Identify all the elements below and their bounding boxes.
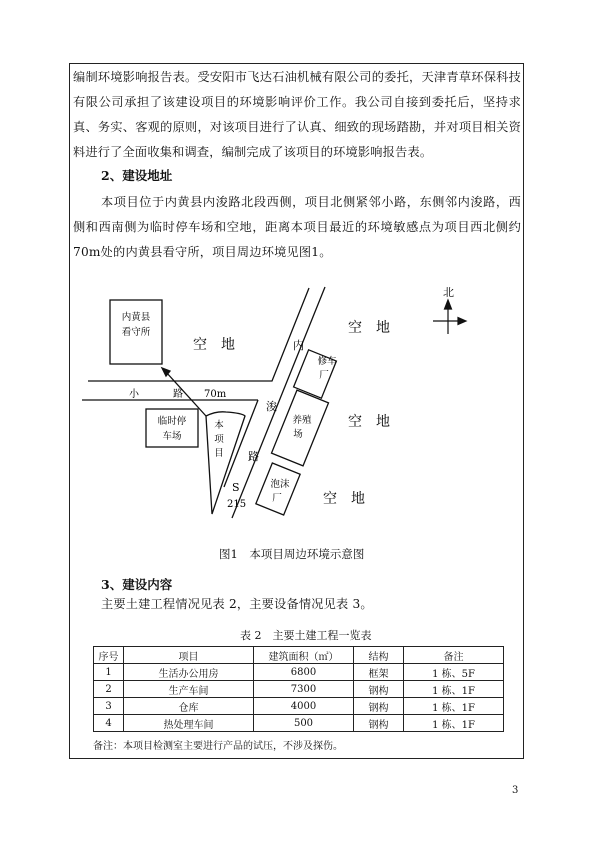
table-row xyxy=(94,715,504,732)
table-cell: 钢构 xyxy=(354,715,404,732)
table-cell: 7300 xyxy=(254,681,354,698)
north-label: 北 xyxy=(443,286,454,299)
header-cell: 建筑面积（㎡） xyxy=(254,647,354,664)
parking-label-2: 车场 xyxy=(162,431,182,442)
farm-label-2: 场 xyxy=(293,429,303,440)
parking-label-1: 临时停 xyxy=(157,416,187,427)
section-heading-site: 2、建设地址 xyxy=(101,168,173,183)
road-code-1: S xyxy=(232,481,240,494)
empty-land-nw: 空 地 xyxy=(193,337,235,353)
table-cell: 生活办公用房 xyxy=(124,664,254,681)
table-row xyxy=(94,681,504,698)
table-note: 备注：本项目检测室主要进行产品的试压，不涉及探伤。 xyxy=(93,741,343,752)
empty-land-ne: 空 地 xyxy=(348,320,390,336)
construction-table xyxy=(93,646,504,732)
table-cell: 1 栋、1F xyxy=(404,681,504,698)
header-cell: 序号 xyxy=(94,647,124,664)
table-row xyxy=(94,664,504,681)
table-cell: 1 xyxy=(94,664,124,681)
table-cell: 500 xyxy=(254,715,354,732)
road-code-2: 215 xyxy=(227,499,247,510)
figure-caption: 图1 本项目周边环境示意图 xyxy=(219,547,365,561)
content-paragraph: 主要土建工程情况见表 2，主要设备情况见表 3。 xyxy=(101,597,373,611)
table-cell: 3 xyxy=(94,698,124,715)
empty-land-e: 空 地 xyxy=(348,414,390,430)
project-label-1: 本 xyxy=(214,420,224,431)
table-cell: 1 栋、1F xyxy=(404,698,504,715)
repair-label-1: 修车 xyxy=(317,356,337,367)
lane-label-2: 路 xyxy=(173,389,183,400)
table-cell: 4 xyxy=(94,715,124,732)
table-cell: 1 栋、1F xyxy=(404,715,504,732)
table-cell: 仓库 xyxy=(124,698,254,715)
header-cell: 结构 xyxy=(354,647,404,664)
table-cell: 1 栋、5F xyxy=(404,664,504,681)
page-number: 3 xyxy=(512,785,519,796)
section-heading-content: 3、建设内容 xyxy=(101,577,173,592)
north-arrow-icon xyxy=(433,300,466,334)
foam-label-2: 厂 xyxy=(272,493,282,504)
project-label-3: 目 xyxy=(214,448,224,459)
jail-label-1: 内黄县 xyxy=(121,312,151,323)
distance-label: 70m xyxy=(204,389,227,400)
farm-label-1: 养殖 xyxy=(292,415,312,426)
table-cell: 钢构 xyxy=(354,698,404,715)
table-cell: 2 xyxy=(94,681,124,698)
road-label-3: 路 xyxy=(248,450,259,463)
table-cell: 6800 xyxy=(254,664,354,681)
foam-label-1: 泡沫 xyxy=(270,479,290,490)
location-paragraph: 本项目位于内黄县内浚路北段西侧，项目北侧紧邻小路，东侧邻内浚路，西侧和西南侧为临时停车场和空地，距离本项目最近的环境敏感点为项目西北侧约70m处的内黄县看守所，项目周边环境见图1。 xyxy=(73,195,521,259)
road-label-1: 内 xyxy=(293,339,304,352)
table-cell: 框架 xyxy=(354,664,404,681)
table-header-row xyxy=(94,647,504,664)
farm xyxy=(272,390,329,466)
repair-label-2: 厂 xyxy=(319,370,329,381)
header-cell: 备注 xyxy=(404,647,504,664)
jail-label-2: 看守所 xyxy=(121,327,151,338)
intro-paragraph: 编制环境影响报告表。受安阳市飞达石油机械有限公司的委托，天津青草环保科技有限公司承担了该建设项目的环境影响评价工作。我公司自接到委托后，坚持求真、务实、客观的原则，对该项目进行了认真、细致的现场踏勘，并对项目相关资料进行了全面收集和调查，编制完成了该项目的环境影响报告表。 xyxy=(73,70,521,159)
table-cell: 生产车间 xyxy=(124,681,254,698)
empty-land-se: 空 地 xyxy=(323,491,365,507)
table-cell: 钢构 xyxy=(354,681,404,698)
project-label-2: 项 xyxy=(214,434,224,445)
lane-label-1: 小 xyxy=(129,389,139,400)
header-cell: 项目 xyxy=(124,647,254,664)
table-cell: 4000 xyxy=(254,698,354,715)
table-row xyxy=(94,698,504,715)
road-label-2: 浚 xyxy=(266,400,277,413)
table-caption: 表 2 主要土建工程一览表 xyxy=(240,629,372,642)
table-cell: 热处理车间 xyxy=(124,715,254,732)
